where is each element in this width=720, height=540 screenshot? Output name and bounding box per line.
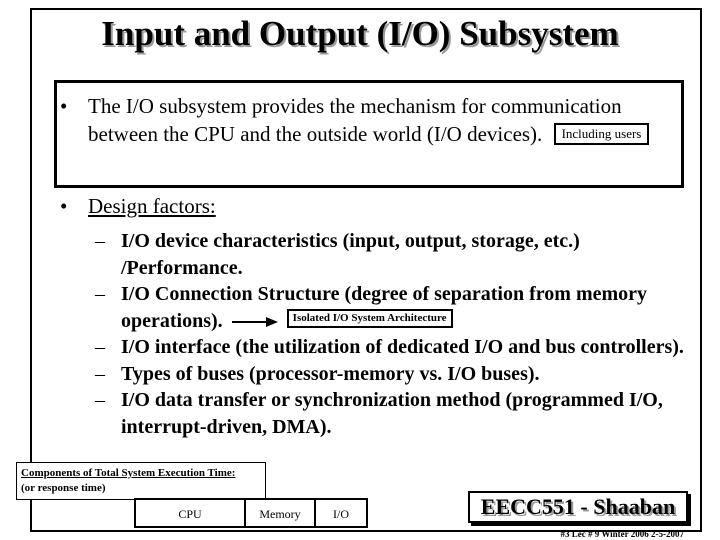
list-item bbox=[95, 387, 695, 440]
bullet-io-subsystem-text: The I/O subsystem provides the mechanism for communication between the CPU and the outside world (I/O devices). bbox=[88, 94, 622, 146]
slide-footer: #3 Lec # 9 Winter 2006 2-5-2007 bbox=[560, 529, 684, 539]
list-item-text: I/O Connection Structure (degree of separation from memory operations). bbox=[121, 283, 648, 332]
design-factors-heading: Design factors: bbox=[88, 194, 216, 218]
arrow-right-icon bbox=[232, 317, 278, 327]
list-item bbox=[95, 361, 695, 388]
list-item-text: I/O data transfer or synchronization method (programmed I/O, interrupt-driven, DMA). bbox=[121, 389, 663, 438]
list-item-text: I/O interface (the utilization of dedicated I/O and bus controllers). bbox=[121, 336, 684, 358]
bullet-dot: • bbox=[60, 194, 68, 218]
course-badge-text: EECC551 - Shaaban bbox=[480, 494, 676, 519]
components-subheading: (or response time) bbox=[21, 482, 106, 494]
isolated-io-tag: Isolated I/O System Architecture bbox=[287, 309, 453, 328]
list-item-text: Types of buses (processor-memory vs. I/O buses). bbox=[121, 362, 540, 385]
dash-marker: – bbox=[95, 389, 105, 411]
list-item bbox=[95, 281, 695, 334]
segment-memory: Memory bbox=[259, 507, 301, 521]
segment-io: I/O bbox=[333, 507, 349, 521]
dash-marker: – bbox=[95, 230, 105, 252]
list-item bbox=[95, 228, 695, 281]
segment-cpu: CPU bbox=[178, 507, 202, 521]
bullet-dot: • bbox=[60, 94, 68, 118]
design-factors-list bbox=[95, 228, 695, 440]
list-item-text: I/O device characteristics (input, output, storage, etc.) /Performance. bbox=[121, 230, 580, 279]
execution-time-bar bbox=[134, 498, 368, 528]
dash-marker: – bbox=[95, 336, 105, 358]
dash-marker: – bbox=[95, 283, 105, 305]
including-users-tag: Including users bbox=[554, 123, 650, 145]
course-badge bbox=[468, 491, 688, 523]
components-heading: Components of Total System Execution Time: bbox=[21, 467, 236, 479]
list-item bbox=[95, 334, 695, 361]
components-callout bbox=[16, 462, 266, 500]
slide-title: Input and Output (I/O) Subsystem bbox=[101, 14, 619, 53]
dash-marker: – bbox=[95, 362, 105, 385]
